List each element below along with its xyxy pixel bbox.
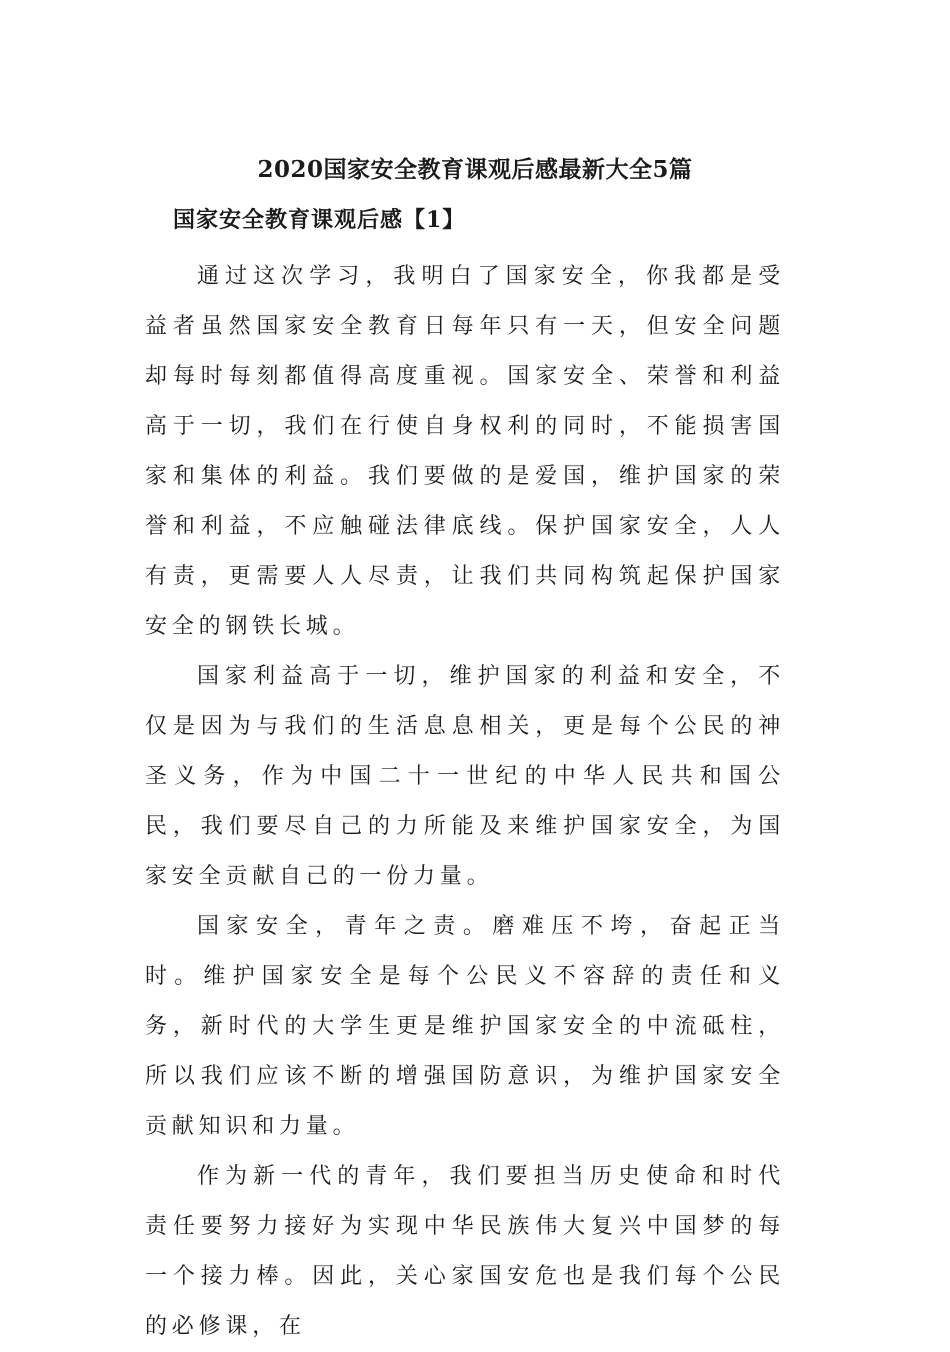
paragraph: 国家安全，青年之责。磨难压不垮，奋起正当时。维护国家安全是每个公民义不容辞的责任和义务，新时代的大学生更是维护国家安全的中流砥柱，所以我们应该不断的增强国防意识，为维护国家安全贡献知识和力量。 [145, 914, 785, 1139]
document-body [145, 252, 785, 1352]
paragraph: 通过这次学习，我明白了国家安全，你我都是受益者虽然国家安全教育日每年只有一天，但安全问题却每时每刻都值得高度重视。国家安全、荣誉和利益高于一切，我们在行使自身权利的同时，不能损害国家和集体的利益。我们要做的是爱国，维护国家的荣誉和利益，不应触碰法律底线。保护国家安全，人人有责，更需要人人尽责，让我们共同构筑起保护国家安全的钢铁长城。 [145, 264, 785, 639]
paragraph: 作为新一代的青年，我们要担当历史使命和时代责任要努力接好为实现中华民族伟大复兴中国梦的每一个接力棒。因此，关心家国安危也是我们每个公民的必修课，在 [145, 1164, 785, 1339]
document-title: 2020国家安全教育课观后感最新大全5篇 [257, 156, 693, 183]
section-heading: 国家安全教育课观后感【1】 [173, 207, 466, 233]
paragraph: 国家利益高于一切，维护国家的利益和安全，不仅是因为与我们的生活息息相关，更是每个公民的神圣义务，作为中国二十一世纪的中华人民共和国公民，我们要尽自己的力所能及来维护国家安全，为国家安全贡献自己的一份力量。 [145, 664, 785, 889]
